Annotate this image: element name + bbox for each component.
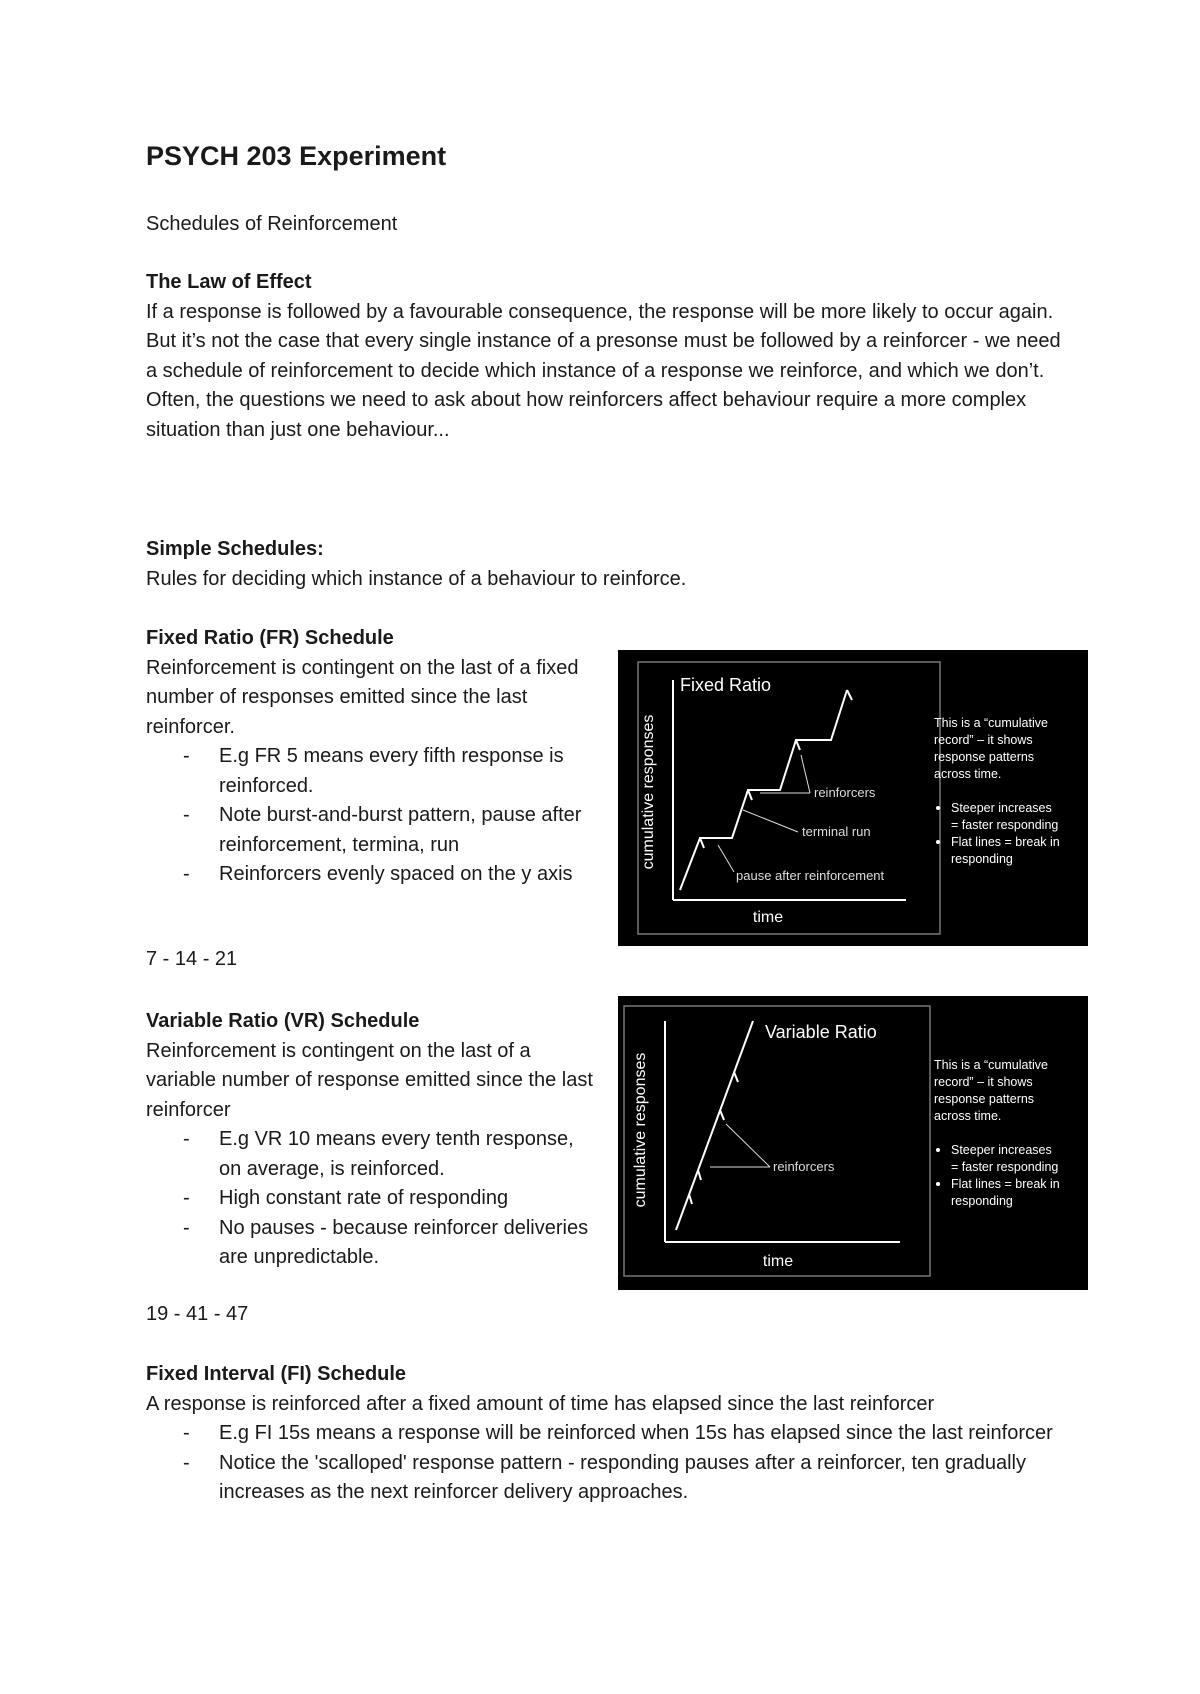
fixed-interval-heading: Fixed Interval (FI) Schedule	[146, 1363, 407, 1385]
fixed-ratio-figure	[618, 650, 1088, 946]
intro-section	[146, 210, 1086, 240]
page-title: PSYCH 203 Experiment	[146, 141, 447, 171]
variable-ratio-heading: Variable Ratio (VR) Schedule	[146, 1010, 420, 1032]
law-of-effect-section	[146, 268, 1076, 445]
x-axis-label: time	[762, 1253, 794, 1270]
cumulative-record-line	[676, 1021, 753, 1230]
y-axis-label: cumulative responses	[632, 1052, 649, 1208]
list-item: - E.g FR 5 means every fifth response is reinforced.	[146, 742, 596, 801]
reinforcers-pointer	[801, 755, 810, 793]
list-item: - Reinforcers evenly spaced on the y axis	[146, 860, 596, 890]
variable-ratio-figure	[618, 996, 1088, 1290]
simple-schedules-heading: Simple Schedules:	[146, 538, 324, 560]
law-of-effect-paragraph: But it’s not the case that every single instance of a presonse must be followed by a reinforcer - we need a schedule of reinforcement to decide which instance of a response we reinforce, and which we don’t.	[146, 330, 1061, 382]
law-of-effect-paragraph: If a response is followed by a favourable consequence, the response will be more likely to occur again.	[146, 300, 1054, 323]
reinforcer-mark	[734, 1072, 738, 1082]
fixed-ratio-note: 7 - 14 - 21	[146, 948, 238, 970]
law-of-effect-heading: The Law of Effect	[146, 271, 312, 293]
side-note-line: record” – it shows	[934, 733, 1033, 747]
variable-ratio-cumulative-record	[618, 996, 1088, 1290]
figure-title: Fixed Ratio	[680, 675, 772, 695]
reinforcer-mark	[748, 790, 752, 800]
side-note-line: response patterns	[934, 750, 1035, 764]
simple-schedules-section	[146, 535, 1076, 594]
reinforcer-mark	[796, 740, 800, 750]
side-note-line: record” – it shows	[934, 1075, 1033, 1089]
reinforcers-label: reinforcers	[814, 785, 876, 800]
terminal-run-pointer	[743, 810, 798, 832]
reinforcer-mark	[700, 838, 704, 848]
fixed-ratio-cumulative-record	[618, 650, 1088, 946]
side-bullet-line: Steeper increases	[951, 1143, 1052, 1157]
variable-ratio-note: 19 - 41 - 47	[146, 1303, 249, 1325]
subtitle: Schedules of Reinforcement	[146, 213, 398, 235]
list-item: - High constant rate of responding	[146, 1184, 596, 1214]
reinforcer-mark	[689, 1194, 692, 1204]
figure-title: Variable Ratio	[765, 1022, 877, 1042]
x-axis-label: time	[752, 909, 784, 926]
side-note-line: response patterns	[934, 1092, 1035, 1106]
list-item: - Notice the 'scalloped' response pattern - responding pauses after a reinforcer, ten gradually increases as the next reinforcer delivery approaches.	[146, 1449, 1076, 1508]
side-note-line: across time.	[934, 1109, 1002, 1123]
figure-frame	[638, 662, 940, 934]
fixed-ratio-bullets	[146, 742, 596, 890]
figure-frame	[624, 1006, 930, 1276]
fixed-ratio-note-block	[146, 945, 546, 975]
reinforcers-pointer	[726, 1124, 770, 1167]
side-bullet-line: responding	[951, 1194, 1013, 1208]
fixed-ratio-heading: Fixed Ratio (FR) Schedule	[146, 627, 394, 649]
side-note-line: across time.	[934, 767, 1002, 781]
fixed-ratio-section	[146, 624, 596, 890]
side-bullet-line: Flat lines = break in	[951, 1177, 1060, 1191]
variable-ratio-text: Reinforcement is contingent on the last of a variable number of response emitted since the last reinforcer	[146, 1039, 593, 1121]
reinforcers-label: reinforcers	[773, 1159, 835, 1174]
list-item: - No pauses - because reinforcer deliveries are unpredictable.	[146, 1214, 596, 1273]
fixed-interval-text: A response is reinforced after a fixed amount of time has elapsed since the last reinforcer	[146, 1392, 935, 1415]
side-bullet-line: responding	[951, 852, 1013, 866]
bullet-dot	[936, 806, 940, 810]
side-bullet-line: Flat lines = break in	[951, 835, 1060, 849]
side-note-line: This is a “cumulative	[934, 716, 1048, 730]
reinforcer-mark	[698, 1170, 701, 1180]
list-item: - E.g FI 15s means a response will be reinforced when 15s has elapsed since the last reinforcer	[146, 1419, 1076, 1449]
side-bullet-line: Steeper increases	[951, 801, 1052, 815]
reinforcer-mark	[720, 1110, 724, 1120]
bullet-dot	[936, 840, 940, 844]
reinforcer-mark	[847, 690, 852, 700]
list-item: - Note burst-and-burst pattern, pause after reinforcement, termina, run	[146, 801, 596, 860]
y-axis-label: cumulative responses	[640, 714, 657, 870]
fixed-interval-section	[146, 1360, 1076, 1508]
variable-ratio-note-block	[146, 1300, 546, 1330]
variable-ratio-section	[146, 1007, 596, 1273]
simple-schedules-text: Rules for deciding which instance of a behaviour to reinforce.	[146, 567, 687, 590]
fixed-interval-bullets	[146, 1419, 1076, 1508]
terminal-run-label: terminal run	[802, 824, 871, 839]
variable-ratio-bullets	[146, 1125, 596, 1273]
law-of-effect-paragraph: Often, the questions we need to ask about how reinforcers affect behaviour require a more complex situation than just one behaviour...	[146, 389, 1027, 441]
pause-label: pause after reinforcement	[736, 868, 885, 883]
side-bullet-line: = faster responding	[951, 818, 1059, 832]
fixed-ratio-text: Reinforcement is contingent on the last of a fixed number of responses emitted since the last reinforcer.	[146, 656, 579, 738]
bullet-dot	[936, 1148, 940, 1152]
list-item: - E.g VR 10 means every tenth response, on average, is reinforced.	[146, 1125, 596, 1184]
side-note-line: This is a “cumulative	[934, 1058, 1048, 1072]
bullet-dot	[936, 1182, 940, 1186]
pause-pointer	[718, 845, 734, 872]
side-bullet-line: = faster responding	[951, 1160, 1059, 1174]
